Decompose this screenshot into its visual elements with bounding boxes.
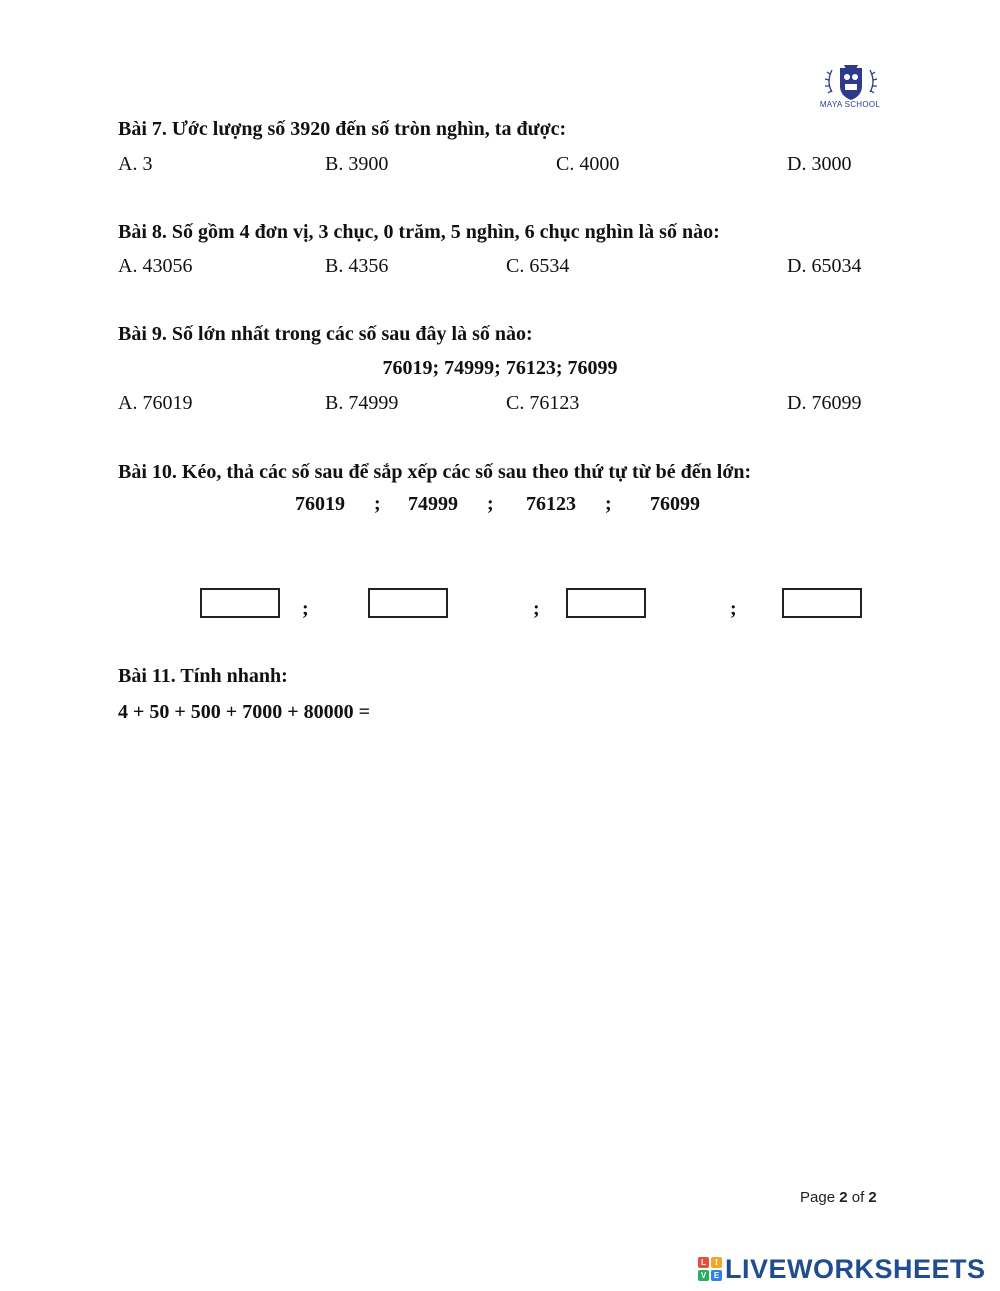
question-8-title: Bài 8. Số gồm 4 đơn vị, 3 chục, 0 trăm, 5 nghìn, 6 chục nghìn là số nào:	[118, 221, 720, 243]
liveworksheets-wordmark: LIVEWORKSHEETS	[725, 1253, 986, 1284]
question-7-title: Bài 7. Ước lượng số 3920 đến số tròn nghìn, ta được:	[118, 118, 567, 140]
separator: ;	[302, 598, 309, 620]
draggable-number[interactable]: 76123	[526, 493, 576, 515]
liveworksheets-tiles-icon	[698, 1257, 722, 1281]
tile: V	[698, 1270, 709, 1281]
q9-option-a[interactable]: A. 76019	[118, 392, 193, 414]
question-9-title: Bài 9. Số lớn nhất trong các số sau đây là số nào:	[118, 323, 533, 345]
separator: ;	[487, 493, 494, 515]
q8-option-c[interactable]: C. 6534	[506, 255, 570, 277]
drop-box-2[interactable]	[368, 588, 448, 618]
q8-option-a[interactable]: A. 43056	[118, 255, 193, 277]
page-number: Page 2 of 2	[800, 1189, 877, 1206]
tile: I	[711, 1257, 722, 1268]
q9-option-b[interactable]: B. 74999	[325, 392, 399, 414]
q7-option-a[interactable]: A. 3	[118, 153, 153, 175]
tile: E	[711, 1270, 722, 1281]
q9-option-c[interactable]: C. 76123	[506, 392, 580, 414]
draggable-number[interactable]: 76019	[295, 493, 345, 515]
q7-option-c[interactable]: C. 4000	[556, 153, 620, 175]
question-11-title: Bài 11. Tính nhanh:	[118, 665, 288, 687]
drop-box-1[interactable]	[200, 588, 280, 618]
logo-caption: MAYA SCHOOL	[819, 100, 881, 109]
question-10-title: Bài 10. Kéo, thả các số sau để sắp xếp các số sau theo thứ tự từ bé đến lớn:	[118, 461, 752, 483]
draggable-number[interactable]: 76099	[650, 493, 700, 515]
separator: ;	[533, 598, 540, 620]
q8-option-b[interactable]: B. 4356	[325, 255, 389, 277]
tile: L	[698, 1257, 709, 1268]
q9-number-list: 76019; 74999; 76123; 76099	[382, 357, 618, 379]
separator: ;	[605, 493, 612, 515]
drop-box-3[interactable]	[566, 588, 646, 618]
drop-box-4[interactable]	[782, 588, 862, 618]
separator: ;	[730, 598, 737, 620]
q7-option-b[interactable]: B. 3900	[325, 153, 389, 175]
q7-option-d[interactable]: D. 3000	[787, 153, 852, 175]
q9-option-d[interactable]: D. 76099	[787, 392, 862, 414]
q8-option-d[interactable]: D. 65034	[787, 255, 862, 277]
draggable-number[interactable]: 74999	[408, 493, 458, 515]
q11-expression: 4 + 50 + 500 + 7000 + 80000 =	[118, 701, 370, 723]
separator: ;	[374, 493, 381, 515]
liveworksheets-logo	[698, 1252, 986, 1286]
